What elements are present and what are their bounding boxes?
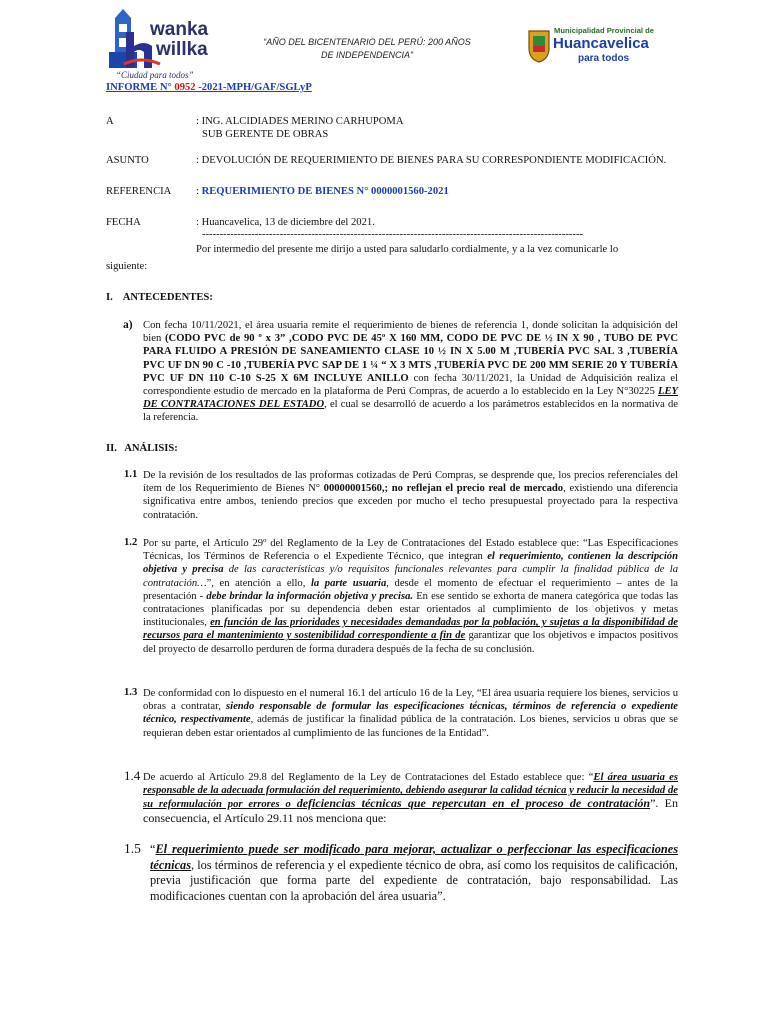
para-1-5-t2: , los términos de referencia y el expediente técnico de obra, así como los requisitos de calificación, previa justificación que forma parte del expediente de contratación, bajo responsabilidad. Las modificaciones cuentan con la aprobación del área usuaria”. <box>150 857 678 903</box>
para-1-3-t1: De conformidad con lo dispuesto en el numeral 16.1 del artículo 16 de la Ley, “El área usuaria requiere los bienes, servicios u obras a contratar, <box>143 688 678 713</box>
para-1-2-t5: garantizar que los objetivos e impactos positivos del proyecto de desarrollo perduren de forma duradera después de la fecha de su conclusión. <box>143 630 678 655</box>
logo-text-willka: willka <box>156 39 208 60</box>
para-1-4-t1: De acuerdo al Artículo 29.8 del Reglamento de la Ley de Contrataciones del Estado establece que: “ <box>143 772 594 783</box>
para-1-4-number: 1.4 <box>124 768 141 783</box>
to-position: SUB GERENTE DE OBRAS <box>202 129 329 140</box>
para-1-3 <box>143 687 678 740</box>
para-1-1-t1: De la revisión de los resultados de las proformas cotizadas de Perú Compras, se desprende que, los precios referenciales del ítem de los Requerimiento de Bienes N° <box>143 470 678 495</box>
item-a-t3: , el cual se desarrolló de acuerdo a los parámetros establecidos en la normativa de la referencia. <box>143 399 679 424</box>
section-analisis-heading: II. ANÁLISIS: <box>106 443 178 454</box>
para-1-1-t2: , existiendo una diferencia significativa entre ambos, teniendo precios que exceden por mucho el techo presupuestal proyectado para la respectiva contratación. <box>143 483 678 521</box>
para-1-2-t4: En ese sentido se exhorta de manera categórica que todas las contrataciones planificadas por su dependencia deben estar orientados al cumplimiento de los objetivos y metas institucionales, <box>143 590 679 629</box>
to-value: : ING. ALCIDIADES MERINO CARHUPOMA <box>196 116 404 127</box>
date-divider: ------------------------------------------------------------------------------------------------------------ <box>202 229 584 240</box>
para-1-4-biu2: deficiencias técnicas que repercutan en el proceso de contratación <box>296 796 651 811</box>
para-1-2-bi2: la parte usuaria <box>310 577 387 589</box>
para-1-5-t1: “ <box>150 842 156 856</box>
para-1-2-i1: de las características y/o requisitos funcionales relevantes para cumplir la finalidad pública de la contratación… <box>143 564 678 589</box>
reference-colon: : <box>196 186 202 197</box>
item-a-t1: Con fecha 10/11/2021, el área usuaria remite el requerimiento de bienes de referencia 1, donde solicitan la adquisición del bien <box>143 320 678 345</box>
para-1-2-biu: en función de las prioridades y necesidades demandadas por la población, y sujetas a la disponibilidad de recursos para el mantenimiento y sostenibilidad correspondiente a fin de <box>143 617 678 642</box>
subject-value: : DEVOLUCIÓN DE REQUERIMIENTO DE BIENES PARA SU CORRESPONDIENTE MODIFICACIÓN. <box>196 155 667 166</box>
para-1-4 <box>143 771 678 826</box>
municipality-tagline: para todos <box>578 53 630 64</box>
left-logo <box>104 8 209 84</box>
para-1-5 <box>150 842 678 904</box>
to-label: A <box>106 116 114 127</box>
intro-line-1: Por intermedio del presente me dirijo a usted para saludarlo cordialmente, y a la vez comunicarle lo <box>196 244 619 255</box>
informe-suffix: -2021-MPH/GAF/SGLyP <box>195 82 312 93</box>
para-1-1-number: 1.1 <box>124 469 138 480</box>
reference-value <box>196 186 449 197</box>
para-1-2-t2: ”, en atención a ello, <box>206 577 311 589</box>
date-value: : Huancavelica, 13 de diciembre del 2021. <box>196 217 375 228</box>
logo-slogan: “Ciudad para todos” <box>116 70 194 80</box>
para-1-3-bi1: siendo responsable de formular las especificaciones técnicas, términos de referencia o expediente técnico, respectivamente <box>143 701 678 726</box>
para-1-2-number: 1.2 <box>124 537 138 548</box>
reference-label: REFERENCIA <box>106 186 172 197</box>
logo-text-wanka: wanka <box>150 19 209 40</box>
para-1-3-t2: , además de justificar la finalidad pública de la contratación. Los bienes, servicios u obras que se requieran deben estar orientados al cumplimiento de las funciones de la Entidad”. <box>143 714 678 739</box>
para-1-1-bold: 00000001560,; no reflejan el precio real de mercado <box>323 483 564 495</box>
section-antecedentes-heading: I. ANTECEDENTES: <box>106 292 213 303</box>
subject-label: ASUNTO <box>106 155 149 166</box>
date-label: FECHA <box>106 217 141 228</box>
para-1-5-number: 1.5 <box>124 841 141 856</box>
item-a-goods: (CODO PVC de 90 º x 3” ,CODO PVC DE 45º X 160 MM, CODO DE PVC DE ½ IN X 90 , TUBO DE PVC PARA FLUIDO A PRESIÓN DE SANEAMIENTO CLASE 10 ½ IN X 5.00 M ,TUBERÍA PVC SAL 3 ,TUBERÍA PVC UF DN 90 C -10 ,TUBERÍA PVC SAP DE 1 ¼ “ X 3 MTS ,TUBERÍA PVC DE 200 MM SERIE 20 Y TUBERÍA PVC UF DN 110 C-10 S-25 X 6M INCLUYE ANILLO <box>143 333 678 384</box>
informe-serial: 0952 <box>174 82 196 93</box>
item-a-law: LEY DE CONTRATACIONES DEL ESTADO <box>143 386 678 411</box>
informe-number <box>106 82 312 93</box>
intro-line-2: siguiente: <box>106 261 148 272</box>
para-1-1 <box>143 469 678 522</box>
para-1-2-t3: , desde el momento de efectuar el requerimiento – antes de la presentación - <box>143 577 678 602</box>
year-motto: “AÑO DEL BICENTENARIO DEL PERÚ: 200 AÑOS DE INDEPENDENCIA” <box>263 37 471 60</box>
para-1-4-t2: ”. En consecuencia, el Artículo 29.11 nos menciona que: <box>143 796 678 825</box>
informe-prefix: INFORME N° <box>106 82 175 93</box>
para-1-2-bi3: debe brindar la información objetiva y precisa. <box>206 590 414 602</box>
item-a-marker: a) <box>123 319 133 331</box>
para-1-4-biu1: El área usuaria es responsable de la adecuada formulación del requerimiento, debiendo asegurar la calidad técnica y reducir la necesidad de su reformulación por errores o <box>143 772 678 811</box>
coat-of-arms-icon <box>526 28 552 64</box>
para-1-3-number: 1.3 <box>124 687 138 698</box>
para-1-2-bi1: el requerimiento, contienen la descripción objetiva y precisa <box>143 551 678 576</box>
reference-text: REQUERIMIENTO DE BIENES N° 0000001560-2021 <box>201 186 449 197</box>
item-a-text <box>143 319 678 425</box>
para-1-5-biu1: El requerimiento puede ser modificado para mejorar, actualizar o perfeccionar las especificaciones técnicas <box>150 842 678 872</box>
municipality-name: Huancavelica <box>553 35 649 52</box>
right-logo <box>524 24 664 70</box>
para-1-2-t1: Por su parte, el Artículo 29º del Reglamento de la Ley de Contrataciones del Estado establece que: “Las Especificaciones Técnicas, los Términos de Referencia o el Expediente Técnico, que integran <box>143 538 678 563</box>
item-a-t2: con fecha 30/11/2021, la Unidad de Adquisición realiza el correspondiente estudio de mercado en la plataforma de Perú Compras, de acuerdo a lo establecido en la Ley N°30225 <box>143 372 678 398</box>
municipality-label: Municipalidad Provincial de <box>554 26 655 35</box>
para-1-2 <box>143 537 678 656</box>
